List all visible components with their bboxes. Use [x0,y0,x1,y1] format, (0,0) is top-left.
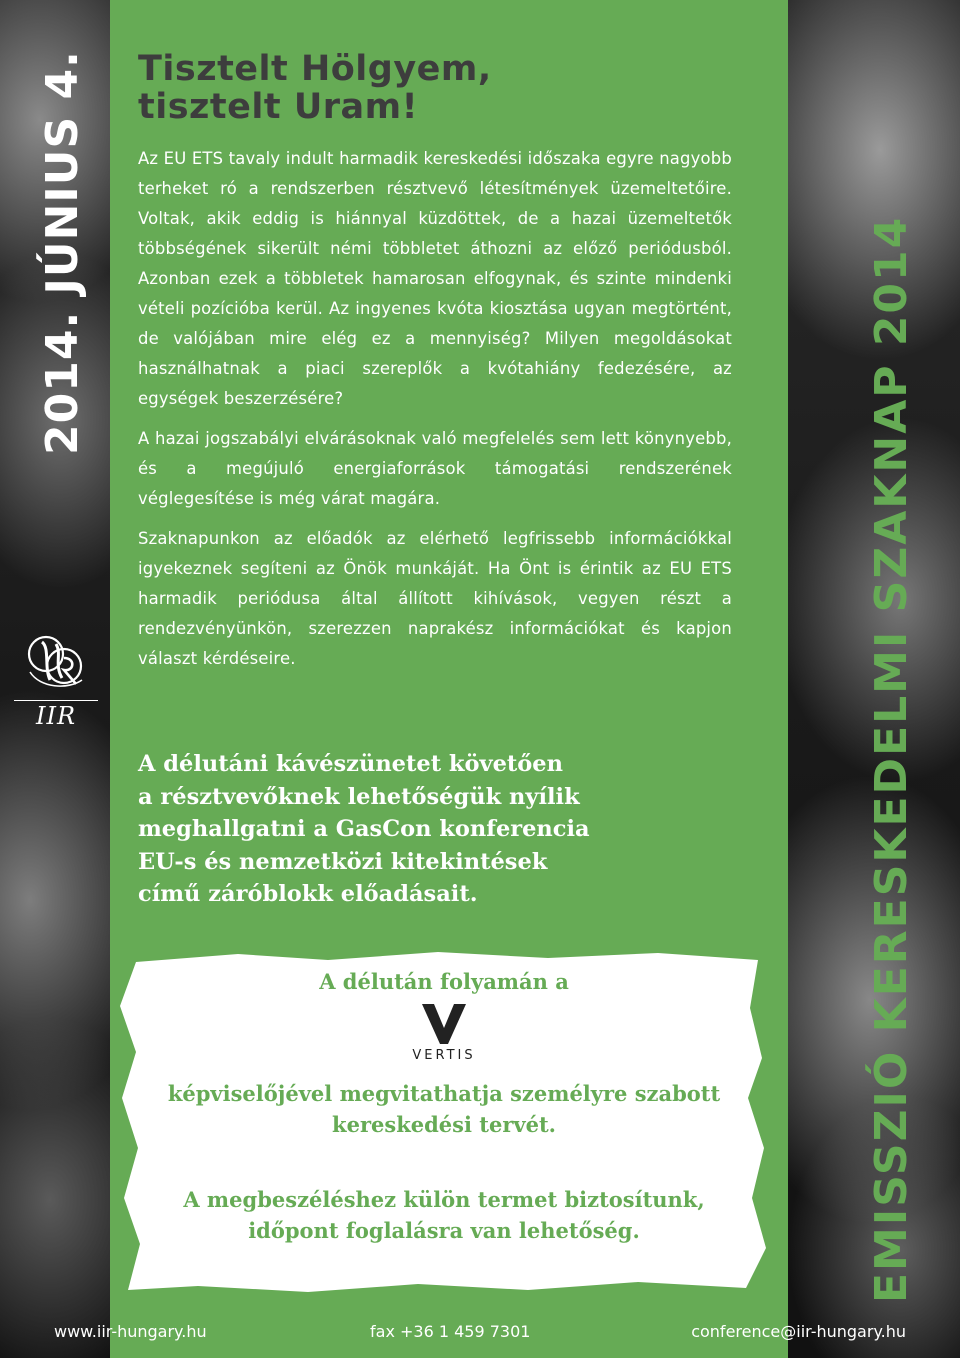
vertis-banner [118,948,770,1296]
banner-room-text: A megbeszéléshez külön termet biztosítunk, időpont foglalásra van lehetőség. [183,1187,705,1243]
contact-footer [0,1318,960,1346]
iir-monogram-icon [20,628,92,696]
highlight-line: című záróblokk előadásait. [138,881,478,907]
afternoon-highlight [138,748,738,911]
logo-wordmark: IIR [35,702,77,730]
banner-intro: A délután folyamán a [319,969,569,994]
highlight-line: A délutáni kávészünetet követően [138,751,563,777]
email-link[interactable]: conference@iir-hungary.hu [691,1322,906,1341]
iir-logo [14,628,98,738]
fax-number: fax +36 1 459 7301 [370,1322,531,1341]
highlight-line: EU-s és nemzetközi kitekintések [138,848,548,875]
invitation-paragraph: Szaknapunkon az előadók az elérhető legfrissebb információkkal igyekeznek segíteni az Önök munkáját. Ha Önt is érintik az EU ETS harmadik periódusa által állított kihívások, vegyen részt a rendezvényünkön, szerezzen naprakész információkat és kapjon választ kérdéseire. [138,529,732,668]
highlight-line: a résztvevőknek lehetőségük nyílik [138,783,580,810]
letter-body [138,50,732,674]
website-link[interactable]: www.iir-hungary.hu [54,1322,207,1341]
vertis-wordmark: VERTIS [412,1048,476,1063]
greeting-heading [138,50,732,126]
banner-content [118,948,770,1296]
logo-divider [14,700,98,701]
greeting-line-2: tisztelt Uram! [138,87,419,127]
highlight-line: meghallgatni a GasCon konferencia [138,816,590,842]
intro-paragraph: Az EU ETS tavaly indult harmadik kereskedési időszaka egyre nagyobb terheket ró a rendszerben résztvevő létesítmények üzemeltetőire. Voltak, akik eddig is hiánnyal küzdöttek, de a hazai üzemeltetők többségének sikerült némi többletet áthozni az előző periódusból. Azonban ezek a többletek hamarosan elfogynak, és szinte mindenki vételi pozícióba kerül. Az ingyenes kvóta kiosztása ugyan megtörtént, de valójában mire elég ez a mennyiség? Milyen megoldásokat használhatnak a piaci szereplők a kvótahiány fedezésére, az egységek beszerzésére? [138,149,732,408]
vertis-logo [118,1004,770,1063]
greeting-line-1: Tisztelt Hölgyem, [138,49,492,89]
banner-main-text: képviselőjével megvitathatja személyre szabott kereskedési tervét. [167,1081,721,1137]
regulation-paragraph: A hazai jogszabályi elvárásoknak való megfelelés sem lett könynyebb, és a megújuló energiaforrások támogatási rendszerének véglegesítése is még várat magára. [138,429,732,508]
event-date-vertical: 2014. JÚNIUS 4. [37,50,88,455]
event-title-vertical: EMISSZIÓ KERESKEDELMI SZAKNAP 2014 [866,215,917,1303]
vertis-v-icon [422,1004,466,1044]
